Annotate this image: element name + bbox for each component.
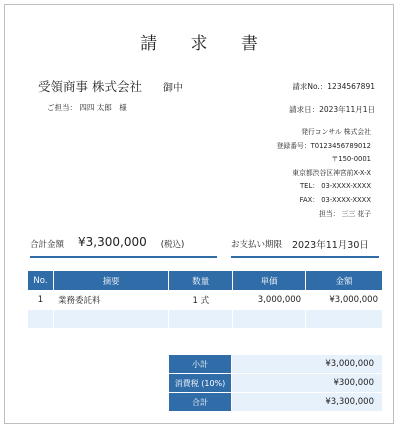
total-amount: ¥3,300,000 — [78, 235, 147, 249]
row-qty — [169, 310, 233, 329]
row-qty: 1 式 — [169, 291, 233, 310]
issuer-address: 東京都渋谷区神宮前X-X-X — [292, 168, 371, 177]
invoice-date: 請求日：2023年11月1日 — [289, 105, 375, 114]
due-date: 2023年11月30日 — [292, 240, 369, 251]
document-title: 請 求 書 — [140, 34, 272, 54]
due-label: お支払い期限 — [231, 240, 283, 250]
tax-row — [169, 374, 383, 393]
subtotal-row — [169, 355, 383, 374]
row-item: 業務委託料 — [53, 291, 168, 310]
issuer-company: 発行コンサル 株式会社 — [301, 128, 371, 136]
subtotal-value: ¥3,000,000 — [232, 355, 383, 374]
issuer-tel: TEL： 03-XXXX-XXXX — [300, 182, 371, 191]
due-date-summary — [231, 235, 379, 258]
grand-total-label: 合計 — [169, 393, 232, 412]
issuer-fax: FAX： 03-XXXX-XXXX — [299, 195, 371, 204]
tax-value: ¥300,000 — [232, 374, 383, 393]
tax-label: 消費税 (10%) — [169, 374, 232, 393]
issuer-postal: 〒150-0001 — [331, 155, 371, 164]
header-item: 摘要 — [53, 271, 168, 291]
row-item — [53, 329, 168, 348]
table-row — [28, 310, 383, 329]
issuer-block — [231, 126, 371, 221]
row-unit-price — [233, 329, 306, 348]
row-amount: ¥3,000,000 — [306, 291, 383, 310]
table-row — [28, 329, 383, 348]
row-no — [28, 329, 54, 348]
header-qty: 数量 — [169, 271, 233, 291]
totals-table — [168, 354, 383, 412]
row-unit-price — [233, 310, 306, 329]
row-no: 1 — [28, 291, 54, 310]
row-qty — [169, 329, 233, 348]
header-amount: 金額 — [306, 271, 383, 291]
grand-total-row — [169, 393, 383, 412]
total-summary — [30, 235, 217, 258]
table-header-row — [28, 271, 383, 291]
total-label: 合計金額 — [30, 240, 65, 250]
row-amount — [306, 310, 383, 329]
row-item — [53, 310, 168, 329]
line-items-table — [27, 270, 383, 348]
header-no: No. — [28, 271, 54, 291]
invoice-page — [4, 4, 394, 424]
issuer-registration: 登録番号：T0123456789012 — [276, 141, 371, 150]
client-honorific: 御中 — [163, 83, 183, 94]
row-no — [28, 310, 54, 329]
table-row — [28, 291, 383, 310]
client-name: 受領商事 株式会社 — [38, 79, 142, 94]
issuer-person: 担当： 三三 花子 — [319, 209, 371, 218]
client-contact: ご担当： 四四 太郎 様 — [47, 103, 127, 112]
invoice-number: 請求No.：1234567891 — [292, 82, 375, 91]
subtotal-label: 小計 — [169, 355, 232, 374]
tax-included-note: (税込) — [160, 240, 185, 250]
grand-total-value: ¥3,300,000 — [232, 393, 383, 412]
row-amount — [306, 329, 383, 348]
row-unit-price: 3,000,000 — [233, 291, 306, 310]
header-unit-price: 単価 — [233, 271, 306, 291]
